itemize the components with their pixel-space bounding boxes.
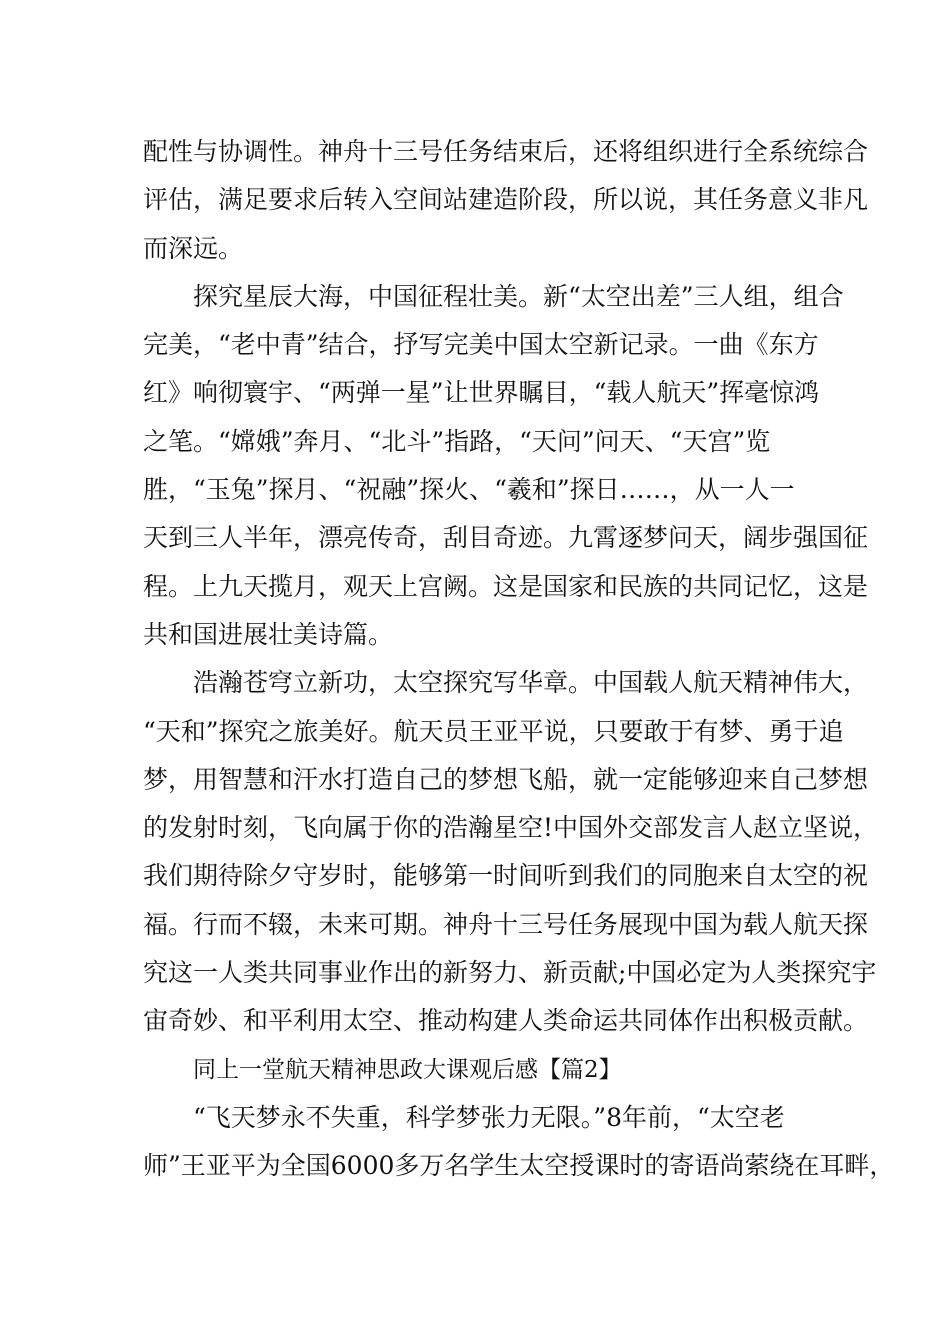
text-line: 浩瀚苍穹立新功，太空探究写华章。中国载人航天精神伟大， bbox=[193, 668, 869, 698]
text-line: 梦，用智慧和汗水打造自己的梦想飞船，就一定能够迎来自己梦想 bbox=[143, 764, 869, 794]
document-body bbox=[143, 128, 895, 1191]
text-line: 探究星辰大海，中国征程壮美。新“太空出差”三人组，组合 bbox=[193, 281, 844, 311]
text-line: “飞天梦永不失重，科学梦张力无限。”8年前，“太空老 bbox=[193, 1102, 785, 1132]
text-line: 的发射时刻，飞向属于你的浩瀚星空!中国外交部发言人赵立坚说， bbox=[143, 813, 879, 843]
heading-text: 同上一堂航天精神思政大课观后感【篇2】 bbox=[193, 1056, 622, 1083]
text-line: 评估，满足要求后转入空间站建造阶段，所以说，其任务意义非凡 bbox=[143, 185, 869, 215]
paragraph-3 bbox=[143, 659, 879, 1045]
paragraph-1 bbox=[143, 128, 869, 273]
paragraph-4 bbox=[143, 1094, 895, 1191]
text-line: 而深远。 bbox=[143, 233, 244, 263]
text-line: 福。行而不辍，未来可期。神舟十三号任务展现中国为载人航天探 bbox=[143, 909, 869, 939]
text-line: 共和国进展壮美诗篇。 bbox=[143, 619, 394, 649]
text-line: “天和”探究之旅美好。航天员王亚平说，只要敢于有梦、勇于追 bbox=[143, 716, 844, 746]
text-line: 师”王亚平为全国6000多万名学生太空授课时的寄语尚萦绕在耳畔， bbox=[143, 1151, 895, 1181]
text-line: 程。上九天揽月，观天上宫阙。这是国家和民族的共同记忆，这是 bbox=[143, 571, 869, 601]
text-line: 完美，“老中青”结合，抒写完美中国太空新记录。一曲《东方 bbox=[143, 330, 819, 360]
section-heading bbox=[143, 1046, 823, 1094]
text-line: 红》响彻寰宇、“两弹一星”让世界瞩目，“载人航天”挥毫惊鸿 bbox=[143, 378, 820, 408]
text-line: 我们期待除夕守岁时，能够第一时间听到我们的同胞来自太空的祝 bbox=[143, 861, 869, 891]
text-line: 胜，“玉兔”探月、“祝融”探火、“羲和”探日……，从一人一 bbox=[143, 475, 795, 505]
text-line: 之笔。“嫦娥”奔月、“北斗”指路，“天问”问天、“天宫”览 bbox=[143, 426, 771, 456]
paragraph-2 bbox=[143, 273, 869, 659]
text-line: 配性与协调性。神舟十三号任务结束后，还将组织进行全系统综合 bbox=[143, 137, 869, 166]
text-line: 天到三人半年，漂亮传奇，刮目奇迹。九霄逐梦问天，阔步强国征 bbox=[143, 523, 869, 553]
text-line: 究这一人类共同事业作出的新努力、新贡献;中国必定为人类探究宇 bbox=[143, 958, 877, 988]
text-line: 宙奇妙、和平利用太空、推动构建人类命运共同体作出积极贡献。 bbox=[143, 1006, 869, 1036]
